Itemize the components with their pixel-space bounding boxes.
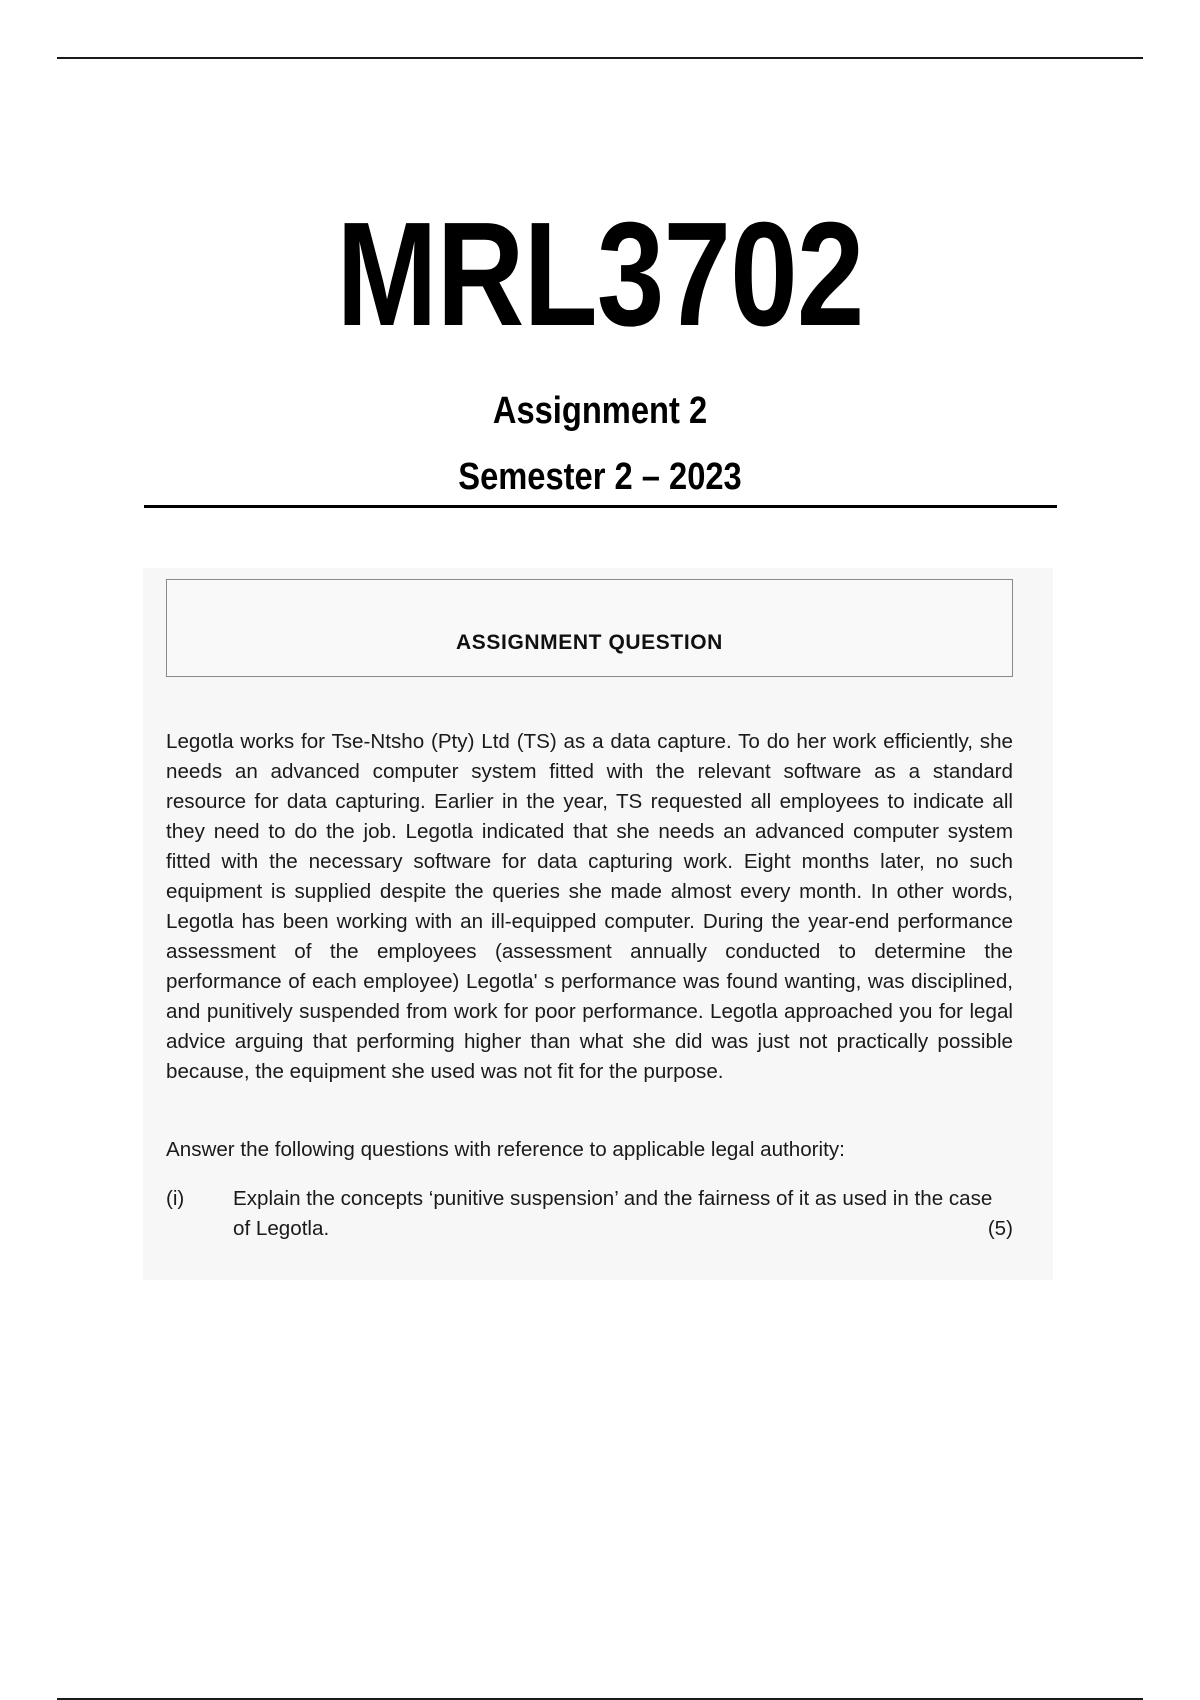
question-text: Explain the concepts ‘punitive suspension’ and the fairness of it as used in the case of Legotla. (233, 1187, 993, 1240)
assignment-title: Assignment 2 (492, 390, 708, 432)
title-underline-rule (144, 505, 1057, 508)
question-marks: (5) (987, 1217, 1013, 1240)
top-rule (57, 57, 1143, 59)
assignment-question-heading: ASSIGNMENT QUESTION (456, 631, 723, 654)
semester-label: Semester 2 – 2023 (458, 456, 742, 498)
assignment-question-box (166, 579, 1013, 677)
scenario-paragraph: Legotla works for Tse-Ntsho (Pty) Ltd (TS) as a data capture. To do her work efficiently, she needs an advanced computer system fitted with the relevant software as a standard resource for data capturing. Earlier in the year, TS requested all employees to indicate all they need to do the job. Legotla indicated that she needs an advanced computer system fitted with the necessary software for data capturing work. Eight months later, no such equipment is supplied despite the queries she made almost every month. In other words, Legotla has been working with an ill-equipped computer. During the year-end performance assessment of the employees (assessment annually conducted to determine the performance of each employee) Legotla' s performance was found wanting, was disciplined, and punitively suspended from work for poor performance. Legotla approached you for legal advice arguing that performing higher than what she did was just not practically possible because, the equipment she used was not fit for the purpose. (166, 730, 1013, 1083)
course-code-title: MRL3702 (336, 192, 864, 357)
instruction-text: Answer the following questions with reference to applicable legal authority: (166, 1138, 845, 1161)
question-number: (i) (166, 1187, 185, 1210)
